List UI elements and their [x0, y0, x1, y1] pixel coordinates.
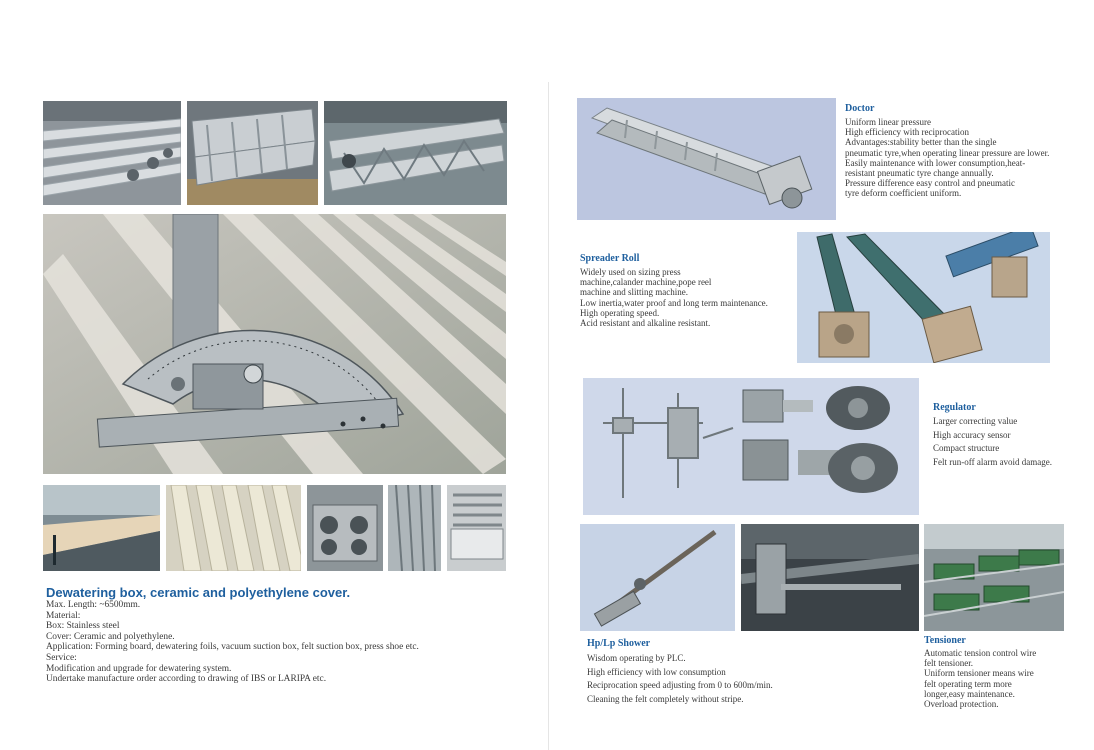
photo-shower-2: [741, 524, 919, 631]
text-line: Felt run-off alarm avoid damage.: [933, 456, 1053, 467]
title-tensioner: Tensioner: [924, 635, 966, 646]
text-line: Cover: Ceramic and polyethylene.: [46, 631, 175, 642]
text-line: Low inertia,water proof and long term maintenance.: [580, 297, 768, 308]
text-line: Undertake manufacture order according to drawing of IBS or LARIPA etc.: [46, 674, 327, 685]
photo-dewatering-boxes-3: [324, 101, 507, 205]
dewatering-box-description: [46, 600, 419, 685]
title-spreader-roll: Spreader Roll: [580, 253, 640, 264]
photo-paper-machine-line: [43, 485, 160, 571]
right-page: [551, 82, 1094, 750]
photo-tensioner: [924, 524, 1064, 631]
tensioner-description: [924, 648, 1036, 709]
text-line: Larger correcting value: [933, 416, 1018, 426]
text-line: resistant pneumatic tyre change annually.: [845, 168, 994, 179]
photo-forming-board: [388, 485, 441, 571]
text-line: Easily maintenance with lower consumption,heat-: [845, 157, 1026, 168]
text-line: Compact structure: [933, 443, 1000, 453]
text-line: Wisdom operating by PLC.: [587, 653, 686, 663]
text-line: Material:: [46, 610, 81, 621]
section-title-dewatering-box: Dewatering box, ceramic and polyethylene cover.: [46, 585, 351, 600]
text-line: High efficiency with low consumption: [587, 666, 726, 677]
photo-doctor: [577, 98, 836, 220]
title-doctor: Doctor: [845, 103, 875, 114]
text-line: Widely used on sizing press: [580, 267, 681, 277]
text-line: Cleaning the felt completely without stripe.: [587, 693, 744, 704]
text-line: Modification and upgrade for dewatering system.: [46, 663, 232, 674]
photo-dewatering-boxes-1: [43, 101, 181, 205]
text-line: High accuracy sensor: [933, 429, 1011, 440]
text-line: Overload protection.: [924, 699, 999, 710]
text-line: High efficiency with reciprocation: [845, 127, 970, 138]
text-line: Service:: [46, 652, 77, 663]
doctor-description: [845, 117, 1049, 199]
text-line: Reciprocation speed adjusting from 0 to 600m/min.: [587, 680, 773, 690]
regulator-description: [933, 415, 1052, 469]
text-line: longer,easy maintenance.: [924, 688, 1015, 699]
photo-foil-assembly: [447, 485, 506, 571]
text-line: Acid resistant and alkaline resistant.: [580, 318, 711, 329]
photo-dewatering-boxes-2: [187, 101, 318, 205]
spreader-roll-description: [580, 267, 768, 328]
text-line: Box: Stainless steel: [46, 621, 120, 632]
text-line: machine and slitting machine.: [580, 287, 688, 298]
title-hp-lp-shower: Hp/Lp Shower: [587, 638, 651, 649]
text-line: felt tensioner.: [924, 658, 973, 669]
text-line: tyre deform coefficient uniform.: [845, 188, 962, 199]
text-line: pneumatic tyre,when operating linear pressure are lower.: [845, 147, 1050, 158]
title-regulator: Regulator: [933, 402, 976, 413]
text-line: Application: Forming board, dewatering foils, vacuum suction box, felt suction box, press shoe etc.: [46, 642, 419, 653]
text-line: Uniform linear pressure: [845, 117, 931, 127]
text-line: felt operating term more: [924, 678, 1012, 689]
text-line: Pressure difference easy control and pneumatic: [845, 178, 1016, 189]
photo-shower-1: [580, 524, 735, 631]
photo-ceramic-cover-angle-gauge: [43, 214, 506, 474]
left-page: [0, 82, 549, 750]
text-line: Uniform tensioner means wire: [924, 668, 1034, 679]
text-line: machine,calander machine,pope reel: [580, 277, 712, 288]
shower-description: [587, 652, 773, 706]
text-line: Automatic tension control wire: [924, 648, 1037, 658]
photo-regulator: [583, 378, 919, 515]
text-line: Advantages:stability better than the single: [845, 137, 997, 148]
photo-polyethylene-foils: [166, 485, 301, 571]
text-line: High operating speed.: [580, 307, 660, 318]
text-line: Max. Length: ~6500mm.: [46, 600, 141, 610]
photo-vacuum-box-end: [307, 485, 383, 571]
photo-spreader-roll: [797, 232, 1050, 363]
